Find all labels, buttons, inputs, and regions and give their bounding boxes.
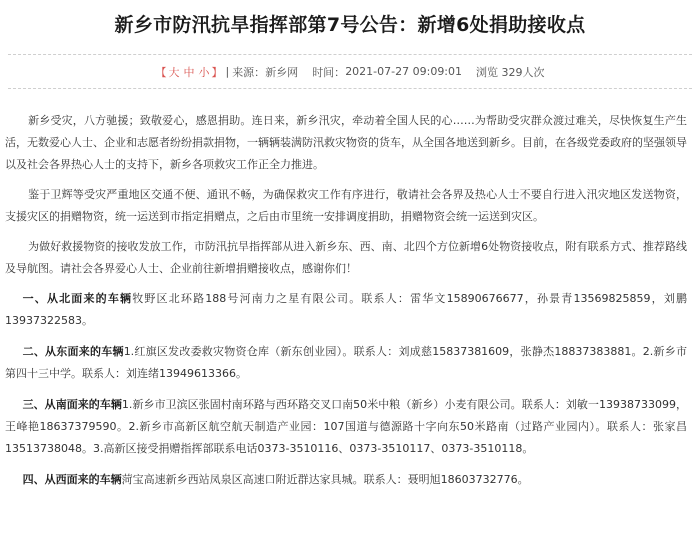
section-north-lead: 一、从北面来的车辆 <box>22 292 133 305</box>
bracket-open: 【 <box>155 65 167 79</box>
article-title: 新乡市防汛抗旱指挥部第7号公告：新增6处捐助接收点 <box>114 14 586 36</box>
section-south-lead: 三、从南面来的车辆 <box>22 398 122 411</box>
source-label: 来源： <box>232 65 266 79</box>
publish-time: 2021-07-27 09:09:01 <box>345 65 463 78</box>
article-meta-bar <box>8 54 692 89</box>
section-south-body: 1.新乡市卫滨区张固村南环路与西环路交叉口南50米中粮（新乡）小麦有限公司。联系人：刘敏一13938733099，王峰艳18637379590。2.新乡市高新区航空航天制造产业园：107国道与德源路十字向东50米路南（过路产业园内）。联系人：张家昌13513738048。3.高新区接受捐赠指挥部联系电话0373-3510116、0373-3510117、0373-3510118。 <box>5 398 687 455</box>
section-north-body: 牧野区北环路188号河南力之星有限公司。联系人：雷华文15890676677，孙景青13569825859，刘鹏13937322583。 <box>5 292 687 327</box>
section-east <box>5 341 687 385</box>
section-west-lead: 四、从西面来的车辆 <box>22 473 122 486</box>
section-south <box>5 394 687 460</box>
font-size-large-button[interactable]: 大 <box>168 65 180 79</box>
paragraph-notice: 鉴于卫辉等受灾严重地区交通不便、通讯不畅，为确保救灾工作有序进行，敬请社会各界及热心人士不要自行进入汛灾地区发送物资，支援灾区的捐赠物资，统一运送到市指定捐赠点，之后由市里统一安排调度捐助，捐赠物资会统一运送到灾区。 <box>5 188 687 223</box>
font-size-switcher <box>155 64 222 80</box>
section-west-body: 菏宝高速新乡西站凤泉区高速口附近群达家具城。联系人：聂明旭18603732776。 <box>121 473 529 486</box>
section-west <box>5 469 687 491</box>
section-east-lead: 二、从东面来的车辆 <box>22 345 124 358</box>
section-north <box>5 288 687 332</box>
meta-separator: | <box>225 65 230 78</box>
article-body <box>5 110 687 500</box>
paragraph-points: 为做好救援物资的接收发放工作，市防汛抗旱指挥部从进入新乡东、西、南、北四个方位新增6处物资接收点，附有联系方式、推荐路线及导航图。请社会各界爱心人士、企业前往新增捐赠接收点，感谢你们！ <box>5 240 687 275</box>
time-label: 时间： <box>312 65 346 79</box>
section-east-body: 1.红旗区发改委救灾物资仓库（新东创业园）。联系人：刘成慈15837381609，张静杰18837383881。2.新乡市第四十三中学。联系人：刘连绪13949613366。 <box>5 345 687 380</box>
view-count: 329人次 <box>501 65 545 79</box>
font-size-medium-button[interactable]: 中 <box>183 65 195 79</box>
font-size-small-button[interactable]: 小 <box>198 65 210 79</box>
bracket-close: 】 <box>211 65 223 79</box>
views-label: 浏览 <box>476 65 499 79</box>
source-name: 新乡网 <box>265 65 299 79</box>
paragraph-intro: 新乡受灾，八方驰援；致敬爱心，感恩捐助。连日来，新乡汛灾，牵动着全国人民的心……为帮助受灾群众渡过难关，尽快恢复生产生活，无数爱心人士、企业和志愿者纷纷捐款捐物，一辆辆装满防汛救灾物资的货车，从全国各地送到新乡。目前，在各级党委政府的坚强领导以及社会各界热心人士的支持下，新乡各项救灾工作正全力推进。 <box>5 114 687 171</box>
